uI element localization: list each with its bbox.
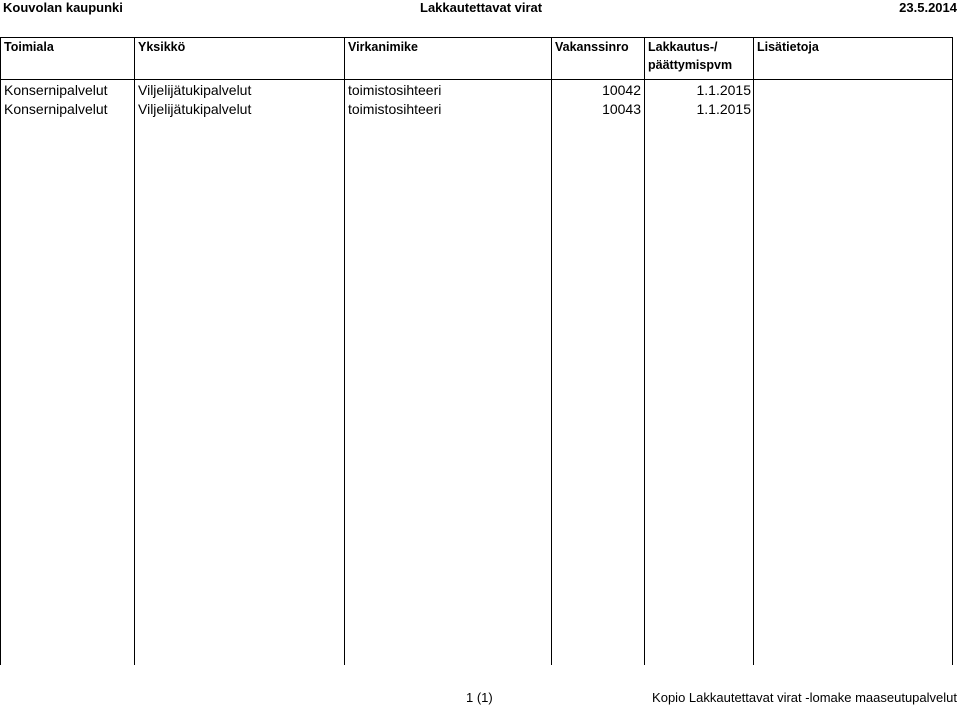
table-cell-vakanssinro: 10043: [602, 101, 641, 117]
column-header-lakkautus-line1: Lakkautus-/: [648, 40, 718, 54]
table-cell-pvm: 1.1.2015: [696, 82, 751, 98]
page-number: 1 (1): [466, 690, 493, 705]
column-header-vakanssinro: Vakanssinro: [555, 40, 629, 54]
column-header-toimiala: Toimiala: [4, 40, 54, 54]
table-cell-pvm: 1.1.2015: [696, 101, 751, 117]
table-cell-toimiala: Konsernipalvelut: [4, 82, 108, 98]
column-header-lakkautus: [648, 38, 732, 74]
table-cell-toimiala: Konsernipalvelut: [4, 101, 108, 117]
column-header-yksikko: Yksikkö: [138, 40, 186, 54]
table-cell-yksikko: Viljelijätukipalvelut: [138, 82, 252, 98]
table-cell-yksikko: Viljelijätukipalvelut: [138, 101, 252, 117]
footer-note: Kopio Lakkautettavat virat -lomake maaseutupalvelut: [652, 690, 957, 705]
column-header-virkanimike: Virkanimike: [348, 40, 418, 54]
positions-table: [0, 37, 953, 665]
document-title: Lakkautettavat virat: [420, 0, 543, 15]
organization-name: Kouvolan kaupunki: [3, 0, 123, 15]
document-date: 23.5.2014: [899, 0, 957, 15]
table-cell-vakanssinro: 10042: [602, 82, 641, 98]
table-cell-virkanimike: toimistosihteeri: [348, 101, 442, 117]
column-header-lisatietoja: Lisätietoja: [757, 40, 819, 54]
column-header-lakkautus-line2: päättymispvm: [648, 58, 733, 72]
table-cell-virkanimike: toimistosihteeri: [348, 82, 442, 98]
